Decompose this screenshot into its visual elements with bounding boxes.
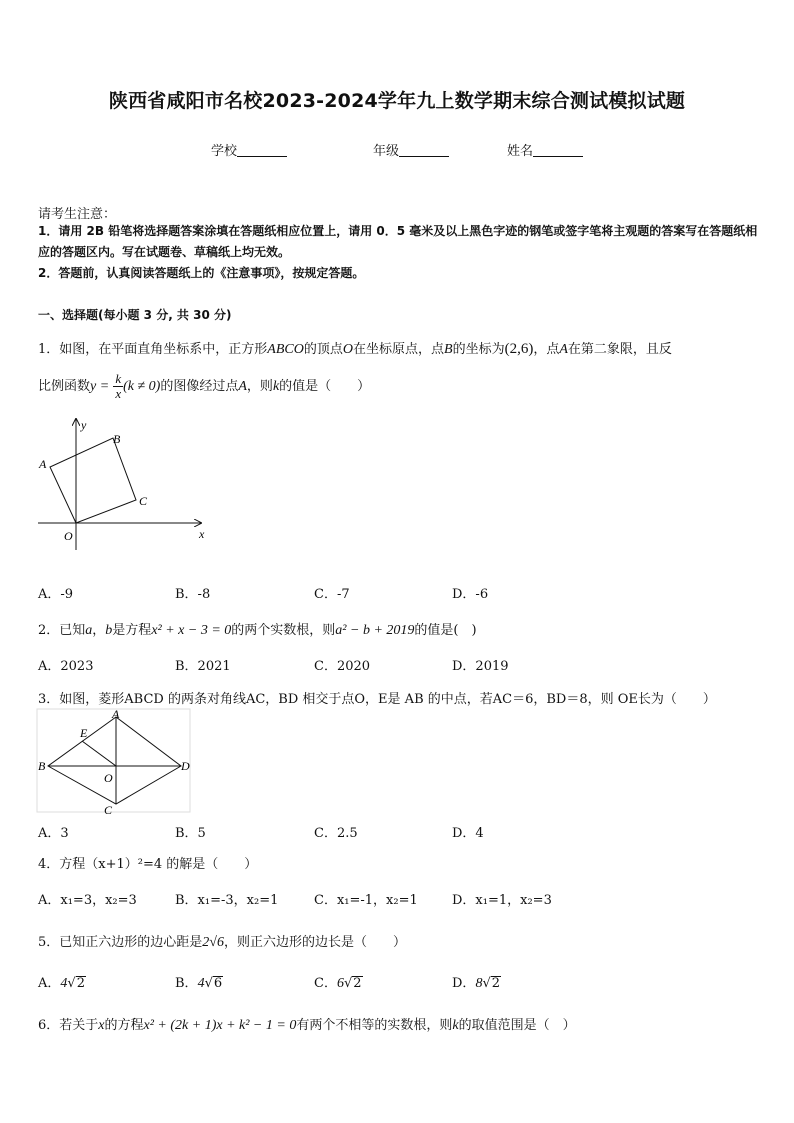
page-title: 陕西省咸阳市名校2023-2024学年九上数学期末综合测试模拟试题 [108, 90, 686, 112]
q2-option-d[interactable]: D．2019 [452, 659, 509, 674]
q1-math-a2: A [238, 379, 247, 394]
grade-label: 年级 [373, 144, 400, 159]
section-heading: 一、选择题(每小题 3 分, 共 30 分) [38, 308, 232, 322]
q3-option-a[interactable]: A．3 [38, 826, 69, 841]
q1-option-b[interactable]: B．-8 [175, 587, 211, 602]
q2-text-4: 的两个实数根，则 [231, 623, 336, 638]
q5-text-2: ，则正六边形的边长是（ ） [223, 935, 406, 950]
label-b: B [113, 432, 121, 446]
q1-text-7: 比例函数 [38, 379, 91, 394]
q5-option-b-label: B． [175, 976, 198, 991]
q1-text-1: 1．如图，在平面直角坐标系中，正方形 [38, 342, 268, 357]
q6-equation: x² + (2k + 1)x + k² − 1 = 0 [143, 1018, 297, 1033]
q1-text-8: 的图像经过点 [160, 379, 239, 394]
q2-equation: x² + x − 3 = 0 [151, 623, 232, 638]
q5-option-a-rad: 2 [76, 976, 85, 991]
label-c: C [104, 803, 113, 817]
q2-math-b: b [105, 623, 113, 638]
q5-value: 2√6 [202, 935, 224, 950]
q1-option-c[interactable]: C．-7 [314, 587, 350, 602]
q5-option-c[interactable] [314, 972, 363, 992]
q5-option-a[interactable] [38, 972, 86, 992]
q1-frac-den: x [115, 386, 122, 401]
q4-text: 4．方程（x+1）²=4 的解是（ ） [38, 857, 258, 872]
q1-text-2: 的顶点 [303, 342, 343, 357]
q1-math-a: A [559, 342, 568, 357]
q1-text-4: 的坐标为 [452, 342, 505, 357]
q1-coord: (2,6) [504, 341, 534, 357]
notice-heading: 请考生注意： [38, 207, 117, 222]
name-field [507, 140, 583, 159]
q3-option-b[interactable]: B．5 [175, 826, 206, 841]
q6-text-4: 的取值范围是（ ） [458, 1018, 576, 1033]
school-field [211, 140, 287, 159]
q3-text: 3．如图，菱形ABCD 的两条对角线AC，BD 相交于点O，E是 AB 的中点，若AC＝6，BD＝8，则 OE长为（ ） [38, 692, 716, 707]
q1-text-9: ，则 [246, 379, 273, 394]
q5-option-b-rad: 6 [213, 976, 223, 991]
q2-option-a[interactable]: A．2023 [38, 659, 94, 674]
q5-option-c-label: C． [314, 976, 337, 991]
label-o: O [64, 529, 73, 543]
label-a: A [39, 457, 47, 471]
label-b: B [38, 759, 46, 773]
q5-option-a-coef: 4 [60, 976, 68, 991]
q6-math-x: x [98, 1018, 105, 1033]
label-a: A [112, 708, 120, 721]
q5-option-b-coef: 4 [197, 976, 205, 991]
q1-text-5: ，点 [533, 342, 560, 357]
q2-text-3: 是方程 [112, 623, 152, 638]
q5-option-a-label: A． [38, 976, 61, 991]
rhombus-abcd [48, 717, 181, 804]
q2-line [38, 619, 477, 639]
figure-frame [37, 709, 190, 812]
q5-text-1: 5．已知正六边形的边心距是 [38, 935, 203, 950]
q2-math-a: a [85, 623, 93, 638]
label-e: E [80, 726, 88, 740]
q5-option-d[interactable] [452, 972, 501, 992]
q1-math-abco: ABCO [267, 342, 304, 357]
q5-option-d-label: D． [452, 976, 476, 991]
q1-func-y: y = [90, 379, 110, 394]
q1-condition: (k ≠ 0) [123, 379, 161, 394]
q2-expression: a² − b + 2019 [335, 623, 415, 638]
q5-line [38, 931, 406, 951]
q6-line [38, 1014, 576, 1034]
q2-option-b[interactable]: B．2021 [175, 659, 231, 674]
q1-text-10: 的值是（ ） [279, 379, 371, 394]
q1-fraction [113, 372, 123, 401]
square-abco [50, 438, 136, 523]
q6-text-3: 有两个不相等的实数根，则 [296, 1018, 453, 1033]
sqrt-icon: √ [343, 976, 353, 991]
q4-option-b[interactable]: B．x₁=-3，x₂=1 [175, 893, 279, 908]
label-c: C [139, 494, 148, 508]
q2-text-2: ， [92, 623, 106, 638]
q1-math-b: B [444, 342, 453, 357]
q1-text-6: 在第二象限，且反 [567, 342, 672, 357]
sqrt-icon: √ [204, 976, 213, 991]
q6-text-1: 6．若关于 [38, 1018, 99, 1033]
sqrt-icon: √ [67, 976, 76, 991]
q4-option-a[interactable]: A．x₁=3，x₂=3 [38, 893, 137, 908]
q1-option-d[interactable]: D．-6 [452, 587, 489, 602]
q1-frac-num: k [115, 371, 122, 386]
sqrt-icon: √ [482, 976, 491, 991]
q6-text-2: 的方程 [104, 1018, 144, 1033]
label-o: O [104, 771, 113, 785]
grade-blank [399, 144, 449, 157]
q3-figure [36, 708, 194, 818]
school-label: 学校 [211, 144, 238, 159]
q5-option-d-rad: 2 [491, 976, 501, 991]
label-d: D [181, 759, 190, 773]
q1-math-k: k [272, 379, 280, 394]
q2-text-1: 2．已知 [38, 623, 86, 638]
label-x: x [199, 527, 205, 541]
segment-oe [82, 741, 116, 766]
q1-option-a[interactable]: A．-9 [38, 587, 74, 602]
school-blank [237, 144, 287, 157]
q4-option-d[interactable]: D．x₁=1，x₂=3 [452, 893, 552, 908]
name-label: 姓名 [507, 144, 534, 159]
q1-text-3: 在坐标原点，点 [352, 342, 444, 357]
q5-option-c-coef: 6 [336, 976, 344, 991]
q3-option-c[interactable]: C．2.5 [314, 826, 358, 841]
name-blank [533, 144, 583, 157]
q2-option-c[interactable]: C．2020 [314, 659, 371, 674]
label-y: y [81, 418, 87, 432]
grade-field [373, 140, 449, 159]
q5-option-b[interactable] [175, 972, 223, 992]
q4-option-c[interactable]: C．x₁=-1，x₂=1 [314, 893, 418, 908]
q1-line1 [38, 338, 672, 358]
q5-option-d-coef: 8 [475, 976, 483, 991]
q6-math-k: k [452, 1018, 459, 1033]
notice-item-2: 2．答题前，认真阅读答题纸上的《注意事项》，按规定答题。 [38, 266, 365, 280]
q2-text-5: 的值是( ) [414, 623, 477, 638]
q1-line2 [38, 372, 370, 401]
q3-option-d[interactable]: D．4 [452, 826, 484, 841]
notice-item-1: 1．请用 2B 铅笔将选择题答案涂填在答题纸相应位置上，请用 0．5 毫米及以上黑色字迹的钢笔或签字笔将主观题的答案写在答题纸相应的答题区内。写在试题卷、草稿纸上均无效。 [38, 224, 758, 259]
q5-option-c-rad: 2 [353, 976, 362, 991]
q1-math-o: O [342, 342, 353, 357]
q1-figure [36, 415, 211, 550]
